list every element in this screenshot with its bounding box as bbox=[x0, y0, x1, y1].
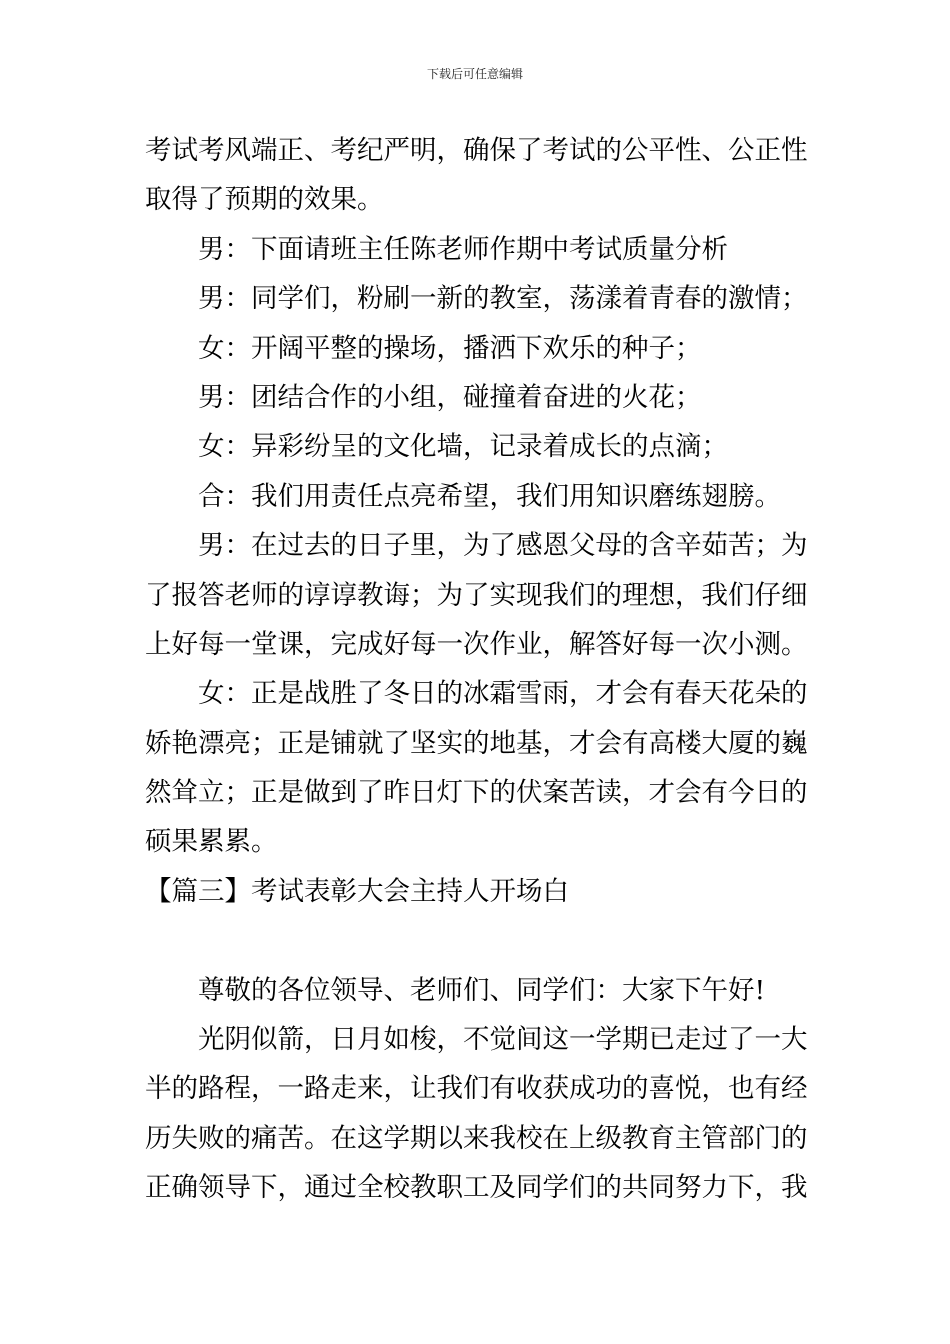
paragraph-line: 硕果累累。 bbox=[145, 826, 278, 858]
paragraph-line: 娇艳漂亮；正是铺就了坚实的地基，才会有高楼大厦的巍 bbox=[145, 727, 808, 759]
paragraph-line: 上好每一堂课，完成好每一次作业，解答好每一次小测。 bbox=[145, 628, 808, 660]
paragraph-line: 光阴似箭，日月如梭，不觉间这一学期已走过了一大 bbox=[198, 1024, 808, 1056]
dialogue-line: 合：我们用责任点亮希望，我们用知识磨练翅膀。 bbox=[198, 480, 781, 512]
paragraph-line: 考试考风端正、考纪严明，确保了考试的公平性、公正性 bbox=[145, 135, 808, 166]
paragraph-line: 然耸立；正是做到了昨日灯下的伏案苦读，才会有今日的 bbox=[145, 777, 808, 809]
dialogue-line: 男：在过去的日子里，为了感恩父母的含辛茹苦；为 bbox=[198, 530, 808, 562]
paragraph-line: 了报答老师的谆谆教诲；为了实现我们的理想，我们仔细 bbox=[145, 579, 808, 611]
document-body bbox=[145, 126, 810, 1213]
paragraph-line: 历失败的痛苦。在这学期以来我校在上级教育主管部门的 bbox=[145, 1122, 808, 1154]
page-header-note: 下载后可任意编辑 bbox=[426, 67, 523, 81]
greeting-line: 尊敬的各位领导、老师们、同学们：大家下午好! bbox=[198, 974, 766, 1006]
paragraph-line: 正确领导下，通过全校教职工及同学们的共同努力下，我 bbox=[145, 1172, 808, 1204]
dialogue-line: 女：异彩纷呈的文化墙，记录着成长的点滴； bbox=[198, 431, 728, 463]
dialogue-line: 女：正是战胜了冬日的冰霜雪雨，才会有春天花朵的 bbox=[198, 678, 808, 710]
dialogue-line: 男：同学们，粉刷一新的教室，荡漾着青春的激情； bbox=[198, 283, 808, 315]
paragraph-line: 取得了预期的效果。 bbox=[145, 184, 384, 216]
dialogue-line: 女：开阔平整的操场，播洒下欢乐的种子； bbox=[198, 332, 702, 364]
section-heading: 【篇三】考试表彰大会主持人开场白 bbox=[145, 875, 569, 907]
paragraph-line: 半的路程，一路走来，让我们有收获成功的喜悦，也有经 bbox=[145, 1073, 808, 1105]
dialogue-line: 男：团结合作的小组，碰撞着奋进的火花； bbox=[198, 381, 702, 413]
dialogue-line: 男：下面请班主任陈老师作期中考试质量分析 bbox=[198, 233, 728, 265]
blank-line bbox=[145, 916, 810, 965]
